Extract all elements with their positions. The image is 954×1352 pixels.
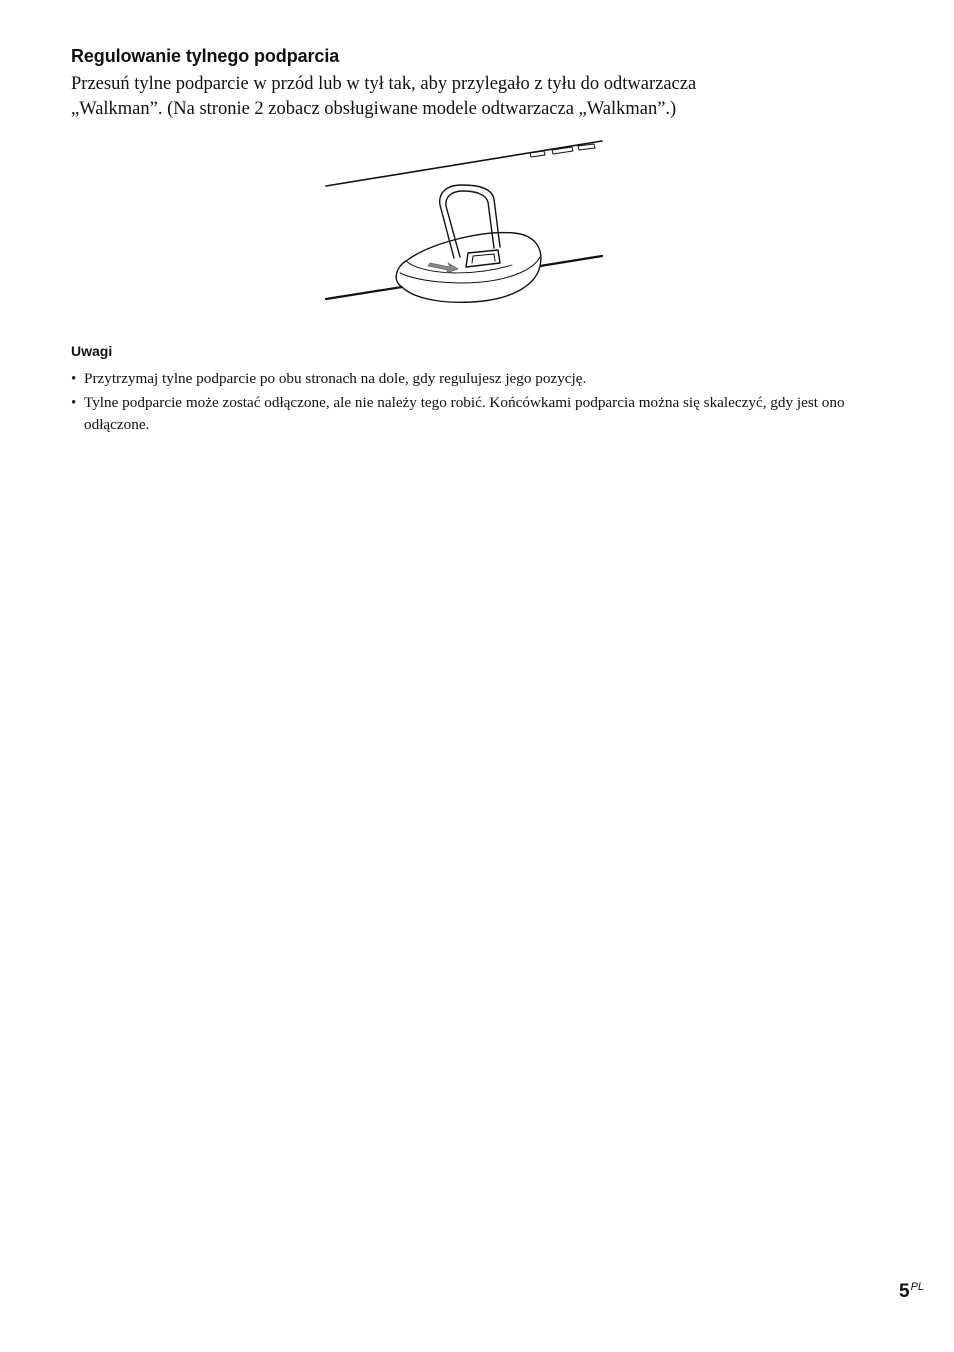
list-item [71, 368, 861, 390]
bullet-icon: • [71, 394, 77, 411]
page-language-suffix: PL [910, 1281, 925, 1293]
note-text: Przytrzymaj tylne podparcie po obu stronach na dole, gdy regulujesz jego pozycję. [84, 370, 587, 387]
page-number-value: 5 [899, 1281, 910, 1302]
notes-list [71, 368, 861, 438]
intro-paragraph [71, 72, 871, 122]
rear-support-stand-illustration [322, 135, 608, 307]
intro-line-1: Przesuń tylne podparcie w przód lub w tył tak, aby przylegało z tyłu do odtwarzacza [71, 74, 697, 94]
list-item [71, 392, 861, 436]
intro-line-2: „Walkman”. (Na stronie 2 zobacz obsługiwane modele odtwarzacza „Walkman”.) [71, 99, 677, 119]
section-heading: Regulowanie tylnego podparcia [71, 46, 340, 66]
note-text: Tylne podparcie może zostać odłączone, ale nie należy tego robić. Końcówkami podparcia można się skaleczyć, gdy jest ono odłączone. [84, 394, 845, 433]
page-number [899, 1281, 924, 1303]
rear-support-figure [322, 135, 608, 307]
notes-heading: Uwagi [71, 343, 113, 359]
bullet-icon: • [71, 370, 77, 387]
